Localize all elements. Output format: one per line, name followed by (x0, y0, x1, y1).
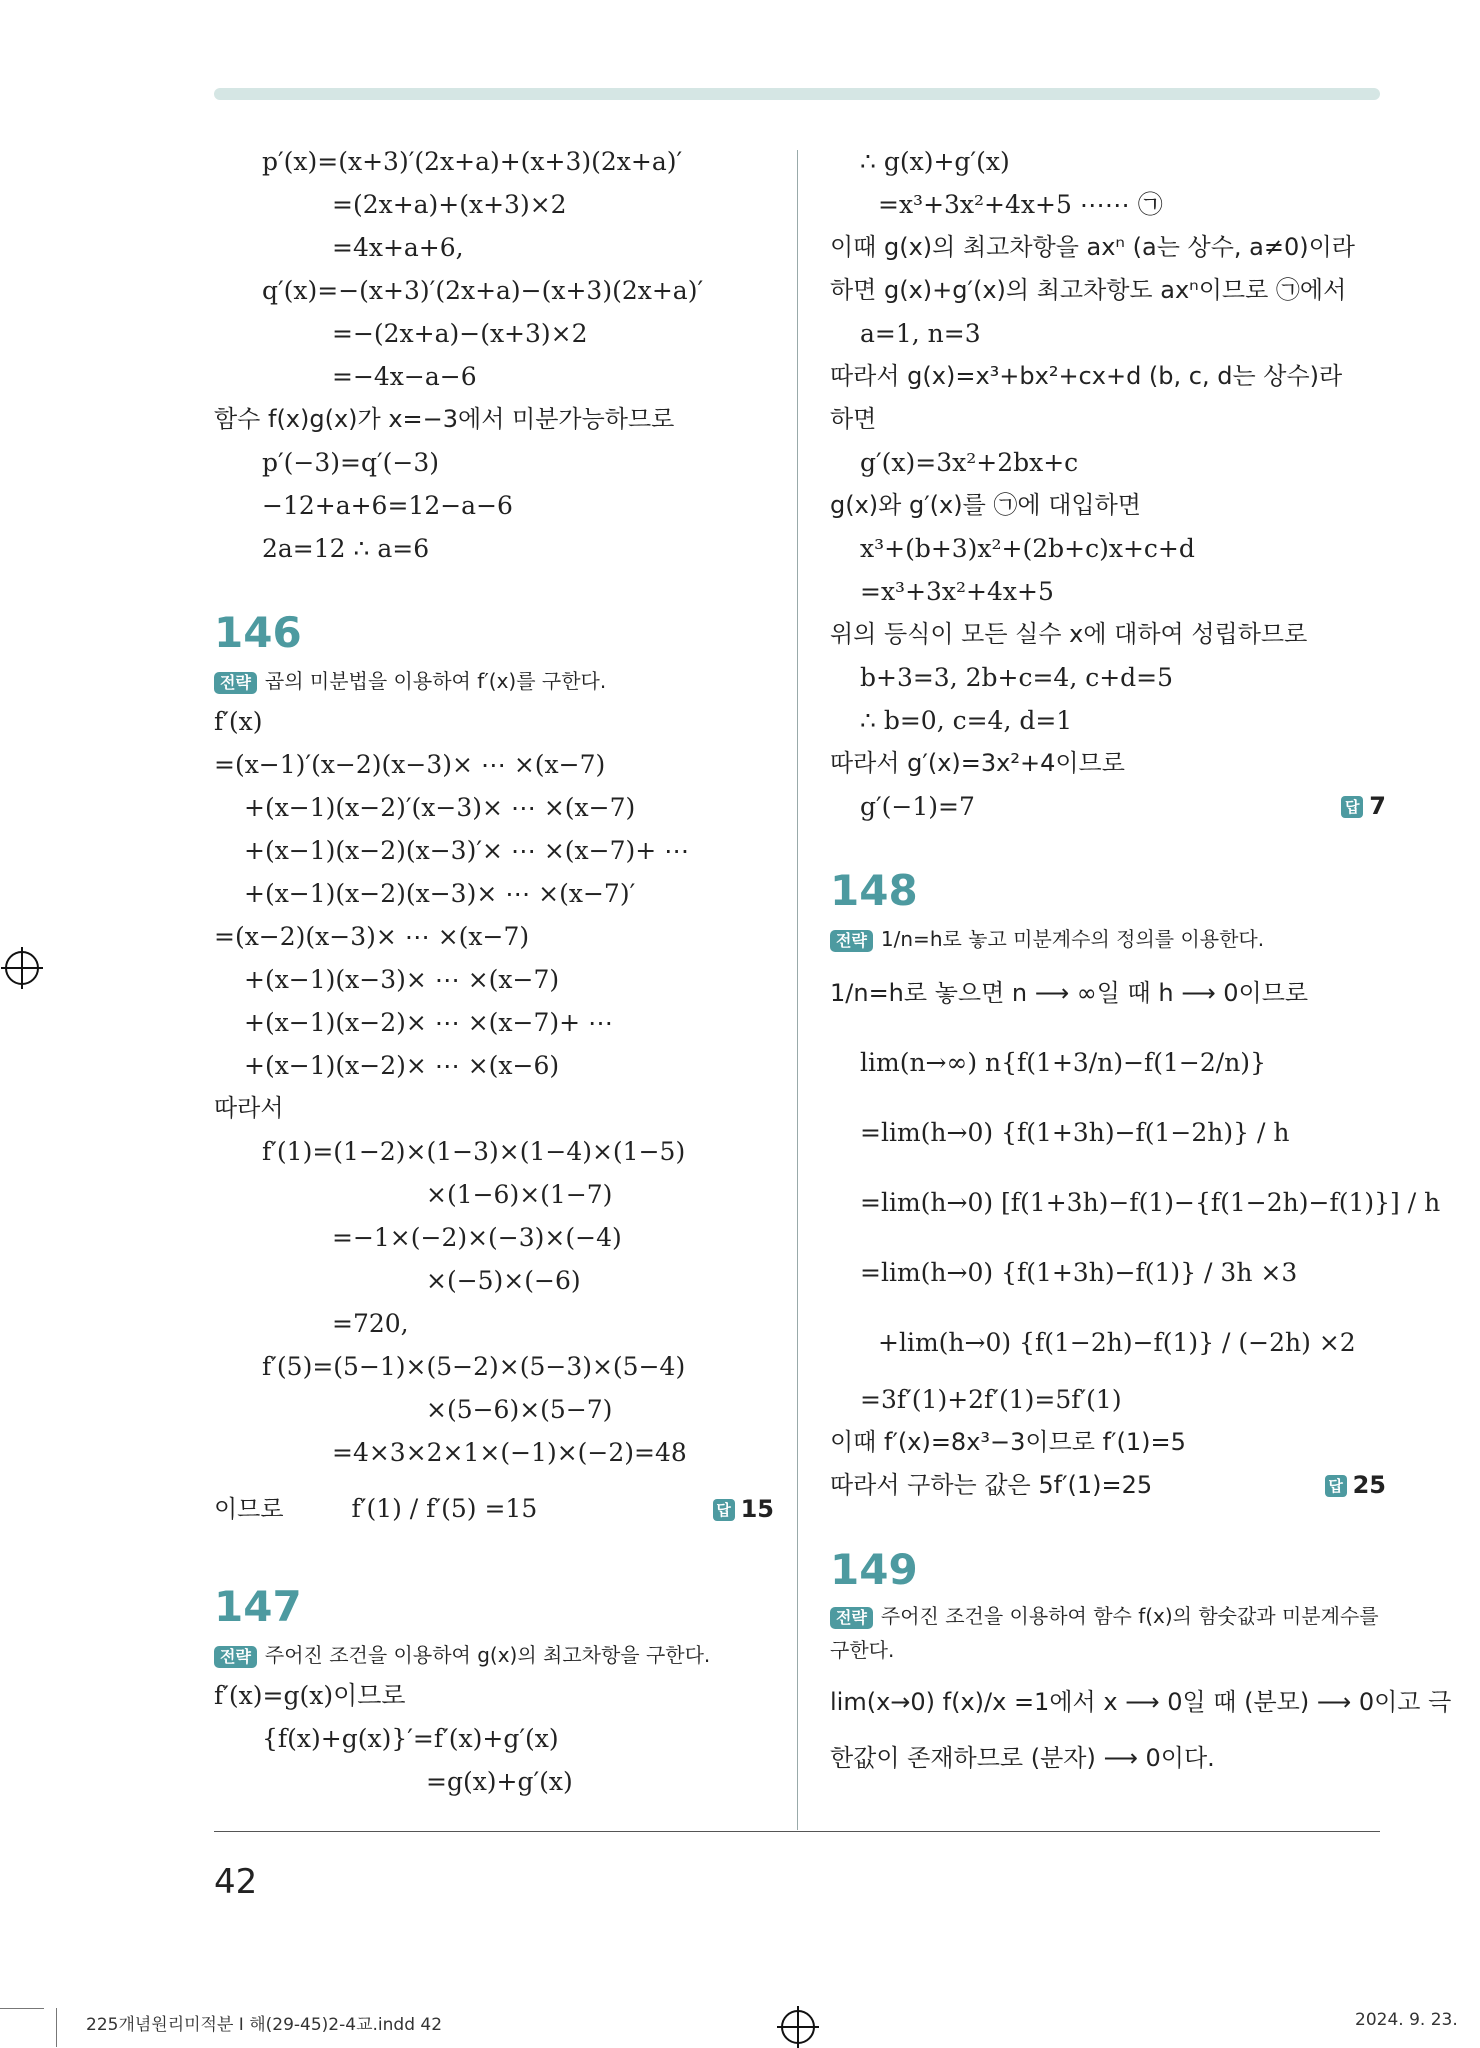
solution-line: +(x−1)(x−3)× ⋯ ×(x−7) (244, 965, 560, 994)
solution-line: lim(x→0) f(x)/x =1에서 x ⟶ 0일 때 (분모) ⟶ 0이고 극 (830, 1688, 1452, 1716)
bottom-rule (214, 1831, 1380, 1832)
solution-line: =lim(h→0) [f(1+3h)−f(1)−{f(1−2h)−f(1)}] / h (860, 1188, 1441, 1217)
page-number: 42 (214, 1862, 258, 1902)
strategy-text: 주어진 조건을 이용하여 함수 f(x)의 함숫값과 미분계수를 구한다. (830, 1604, 1379, 1662)
answer-badge: 답 (1325, 1475, 1347, 1497)
strategy-146 (214, 662, 774, 700)
registration-mark-icon (781, 2010, 815, 2044)
final-line-148 (830, 1464, 1386, 1507)
footer-date: 2024. 9. 23. (1355, 2010, 1458, 2030)
solution-line: f′(x)=g(x)이므로 (214, 1681, 406, 1710)
strategy-text: 주어진 조건을 이용하여 g(x)의 최고차항을 구한다. (264, 1643, 711, 1667)
solution-line: f′(x) (214, 707, 263, 736)
strategy-text: 곱의 미분법을 이용하여 f′(x)를 구한다. (264, 669, 607, 693)
answer-value: 7 (1369, 792, 1386, 820)
solution-line: a=1, n=3 (860, 319, 981, 348)
solution-line: 이때 f′(x)=8x³−3이므로 f′(1)=5 (830, 1428, 1186, 1456)
solution-line: +(x−1)(x−2)(x−3)′× ⋯ ×(x−7)+ ⋯ (244, 836, 690, 865)
header-bar (214, 88, 1380, 100)
solution-line: x³+(b+3)x²+(2b+c)x+c+d (860, 534, 1195, 563)
solution-line: =x³+3x²+4x+5 ⋯⋯ ㉠ (878, 190, 1163, 219)
right-column (830, 140, 1452, 1780)
solution-line: p′(−3)=q′(−3) (262, 448, 440, 477)
solution-147-continued (830, 140, 1386, 785)
solution-line: g′(x)=3x²+2bx+c (860, 448, 1079, 477)
solution-line: 따라서 g(x)=x³+bx²+cx+d (b, c, d는 상수)라 (830, 362, 1343, 390)
left-column (214, 140, 774, 1803)
solution-line: =lim(h→0) {f(1+3h)−f(1−2h)} / h (860, 1118, 1290, 1147)
solution-line: p′(x)=(x+3)′(2x+a)+(x+3)(2x+a)′ (262, 147, 683, 176)
solution-line: ∴ g(x)+g′(x) (860, 147, 1010, 176)
solution-line: g(x)와 g′(x)를 ㉠에 대입하면 (830, 491, 1141, 519)
strategy-text: 1/n=h로 놓고 미분계수의 정의를 이용한다. (880, 927, 1265, 951)
solution-line: 2a=12 ∴ a=6 (262, 534, 430, 563)
solution-line: ∴ b=0, c=4, d=1 (860, 706, 1073, 735)
solution-line: ×(−5)×(−6) (426, 1266, 581, 1295)
solution-line: 하면 g(x)+g′(x)의 최고차항도 axⁿ이므로 ㉠에서 (830, 276, 1347, 304)
strategy-148 (830, 920, 1386, 958)
solution-146-lines (214, 700, 774, 1474)
solution-line: 한값이 존재하므로 (분자) ⟶ 0이다. (830, 1744, 1215, 1772)
solution-line: ×(1−6)×(1−7) (426, 1180, 613, 1209)
solution-line: =x³+3x²+4x+5 (860, 577, 1054, 606)
solution-line: f′(5)=(5−1)×(5−2)×(5−3)×(5−4) (262, 1352, 686, 1381)
registration-mark-icon (5, 951, 39, 985)
solution-line: 함수 f(x)g(x)가 x=−3에서 미분가능하므로 (214, 405, 675, 433)
solution-line: =−1×(−2)×(−3)×(−4) (332, 1223, 622, 1252)
solution-line: {f(x)+g(x)}′=f′(x)+g′(x) (262, 1724, 559, 1753)
solution-line: 위의 등식이 모든 실수 x에 대하여 성립하므로 (830, 620, 1308, 648)
solution-line: +(x−1)(x−2)× ⋯ ×(x−6) (244, 1051, 560, 1080)
solution-line: =720, (332, 1309, 409, 1338)
column-divider (797, 150, 798, 1830)
footer-filename: 225개념원리미적분 I 해(29-45)2-4교.indd 42 (86, 2015, 443, 2035)
answer-148 (1325, 1464, 1386, 1507)
strategy-149 (830, 1599, 1386, 1667)
solution-line: =3f′(1)+2f′(1)=5f′(1) (860, 1385, 1122, 1414)
problem-number-147: 147 (214, 1582, 302, 1631)
solution-line: =(2x+a)+(x+3)×2 (332, 190, 567, 219)
solution-line: 1/n=h로 놓으면 n ⟶ ∞일 때 h ⟶ 0이므로 (830, 979, 1309, 1007)
problem-number-146: 146 (214, 608, 302, 657)
solution-line: b+3=3, 2b+c=4, c+d=5 (860, 663, 1174, 692)
solution-line: 따라서 (214, 1094, 284, 1122)
solution-147-lines (214, 1674, 774, 1803)
final-line-146 (214, 1474, 774, 1544)
solution-148-lines (830, 958, 1441, 1464)
solution-line: =−(2x+a)−(x+3)×2 (332, 319, 588, 348)
solution-line: =−4x−a−6 (332, 362, 477, 391)
final-expression: f′(1) / f′(5) =15 (351, 1494, 538, 1523)
strategy-badge: 전략 (214, 1646, 257, 1668)
final-expression: g′(−1)=7 (860, 792, 975, 821)
solution-149-lines (830, 1667, 1452, 1780)
solution-line: 하면 (830, 405, 877, 433)
final-prefix: 이므로 (214, 1495, 284, 1523)
solution-line: +(x−1)(x−2)′(x−3)× ⋯ ×(x−7) (244, 793, 636, 822)
problem-number-149: 149 (830, 1545, 918, 1594)
problem-number-148: 148 (830, 866, 918, 915)
final-expression: 따라서 구하는 값은 5f′(1)=25 (830, 1471, 1153, 1499)
solution-line: 이때 g(x)의 최고차항을 axⁿ (a는 상수, a≠0)이라 (830, 233, 1355, 261)
answer-value: 25 (1352, 1471, 1386, 1499)
solution-line: f′(1)=(1−2)×(1−3)×(1−4)×(1−5) (262, 1137, 686, 1166)
answer-badge: 답 (713, 1499, 735, 1521)
crop-mark (0, 2008, 44, 2009)
strategy-badge: 전략 (830, 930, 873, 952)
answer-147 (1341, 785, 1386, 828)
solution-line: =(x−2)(x−3)× ⋯ ×(x−7) (214, 922, 530, 951)
strategy-badge: 전략 (214, 672, 257, 694)
solution-line: =4x+a+6, (332, 233, 464, 262)
final-line-147 (830, 785, 1386, 828)
solution-line: 따라서 g′(x)=3x²+4이므로 (830, 749, 1125, 777)
solution-line: =g(x)+g′(x) (426, 1767, 573, 1796)
solution-line: lim(n→∞) n{f(1+3/n)−f(1−2/n)} (860, 1048, 1266, 1077)
solution-145-continued (214, 140, 774, 570)
solution-line: +lim(h→0) {f(1−2h)−f(1)} / (−2h) ×2 (878, 1328, 1356, 1357)
solution-line: =(x−1)′(x−2)(x−3)× ⋯ ×(x−7) (214, 750, 606, 779)
solution-line: +(x−1)(x−2)(x−3)× ⋯ ×(x−7)′ (244, 879, 636, 908)
strategy-147 (214, 1636, 774, 1674)
solution-line: =lim(h→0) {f(1+3h)−f(1)} / 3h ×3 (860, 1258, 1298, 1287)
answer-value: 15 (740, 1495, 774, 1523)
strategy-badge: 전략 (830, 1607, 873, 1629)
solution-line: =4×3×2×1×(−1)×(−2)=48 (332, 1438, 687, 1467)
solution-line: q′(x)=−(x+3)′(2x+a)−(x+3)(2x+a)′ (262, 276, 704, 305)
solution-line: ×(5−6)×(5−7) (426, 1395, 613, 1424)
solution-line: +(x−1)(x−2)× ⋯ ×(x−7)+ ⋯ (244, 1008, 614, 1037)
answer-146 (713, 1474, 774, 1544)
solution-line: −12+a+6=12−a−6 (262, 491, 513, 520)
answer-badge: 답 (1341, 796, 1363, 818)
crop-mark (56, 2008, 57, 2047)
